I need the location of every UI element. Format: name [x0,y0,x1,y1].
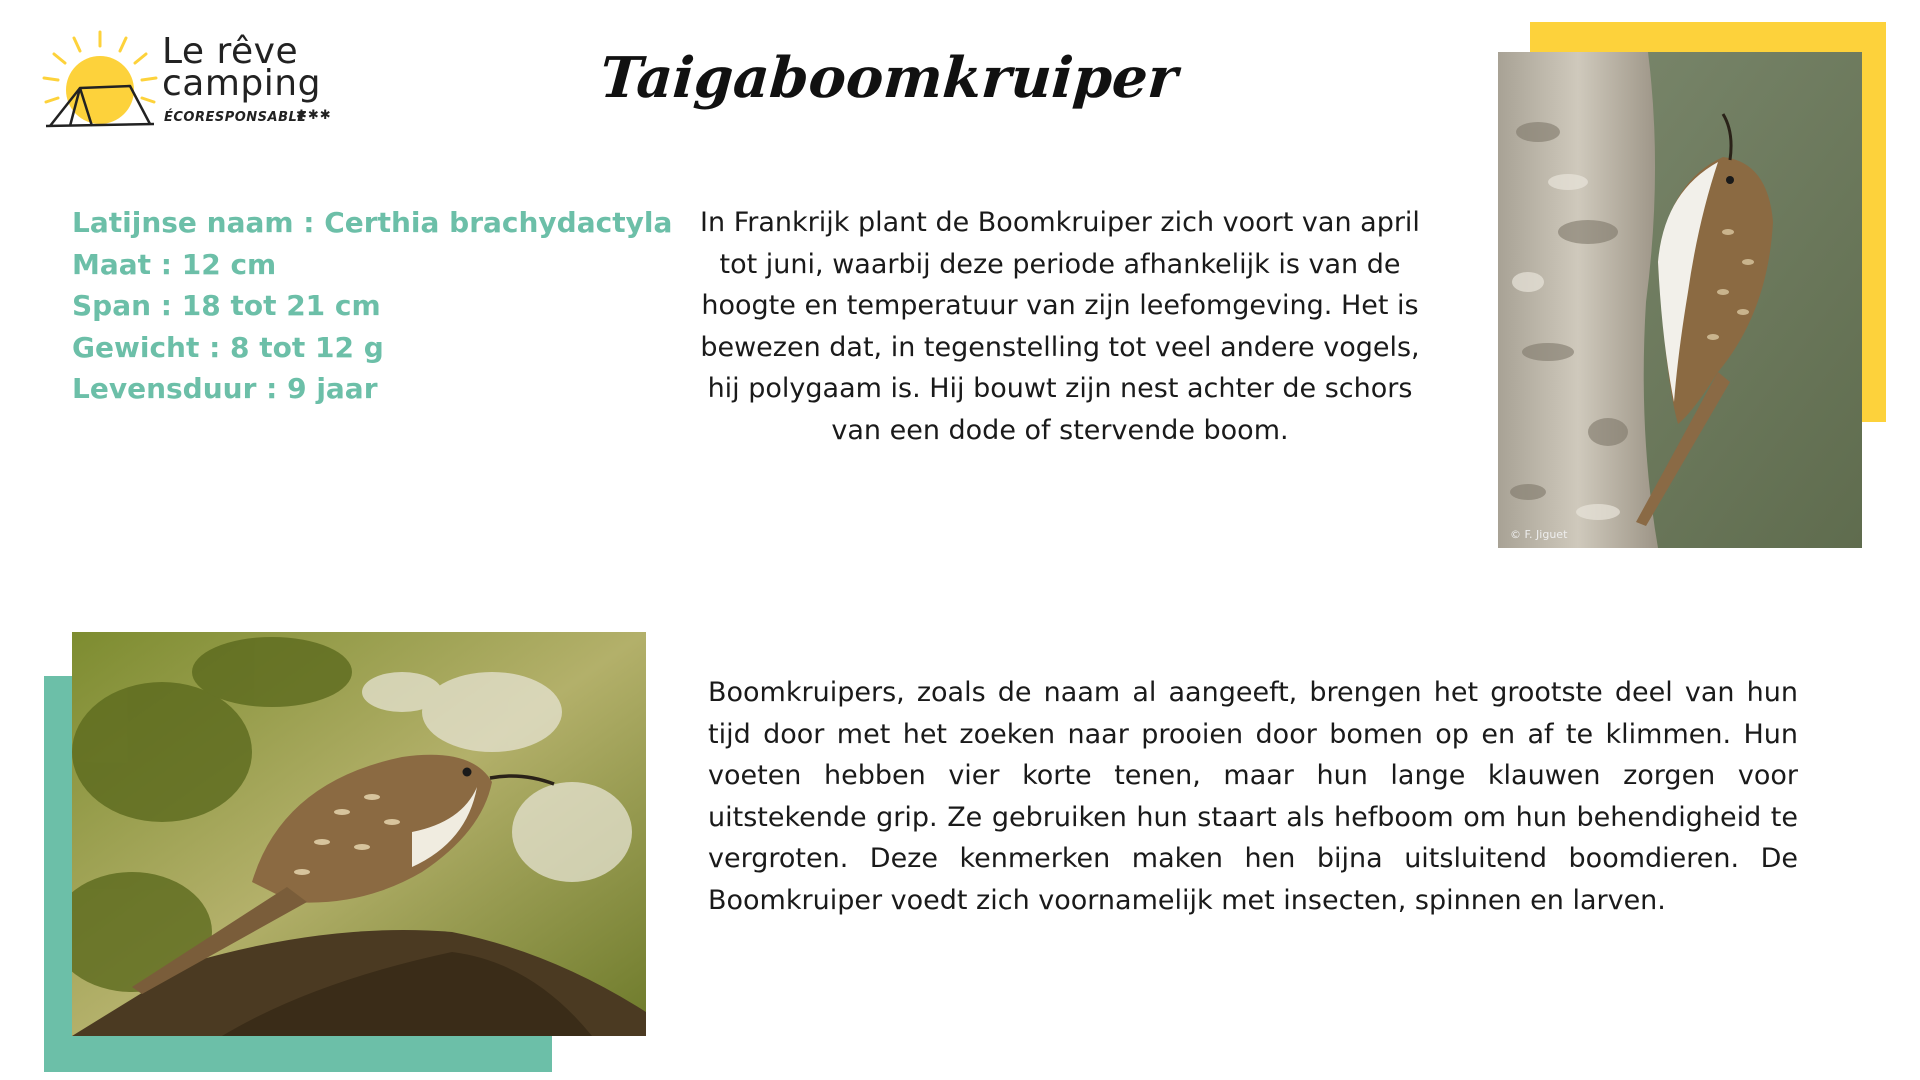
sun-tent-icon [40,28,160,138]
fact-weight: Gewicht : 8 tot 12 g [72,330,384,364]
bird-facts [72,202,692,410]
fact-size: Maat : 12 cm [72,247,277,281]
logo [40,28,360,138]
logo-title-line2: camping [162,63,321,104]
fact-lifespan: Levensduur : 9 jaar [72,372,378,405]
logo-title-line1: Le rêve [162,31,299,72]
fact-latin-name: Latijnse naam : Certhia brachydactyla [72,206,673,239]
photo-treecreeper-on-moss [72,632,646,1036]
page-title: Taigaboomkruiper [598,45,1180,111]
photo-credit: © F. Jiguet [1510,528,1568,541]
fact-wingspan: Span : 18 tot 21 cm [72,289,381,322]
photo-treecreeper-on-trunk [1498,52,1862,548]
logo-tagline: ÉCORESPONSABLE [164,110,307,125]
logo-stars: ✱✱✱ [296,108,332,123]
breeding-paragraph: In Frankrijk plant de Boomkruiper zich voort van april tot juni, waarbij deze periode afhankelijk is van de hoogte en temperatuur van zijn leefomgeving. Het is bewezen dat, in tegenstelling tot veel andere vogels, hij polygaam is. Hij bouwt zijn nest achter de schors van een dode of stervende boom. [700,207,1420,446]
behaviour-paragraph: Boomkruipers, zoals de naam al aangeeft, brengen het grootste deel van hun tijd door met het zoeken naar prooien door bomen op en af te klimmen. Hun voeten hebben vier korte tenen, maar hun lange klauwen zorgen voor uitstekende grip. Ze gebruiken hun staart als hefboom om hun behendigheid te vergroten. Deze kenmerken maken hen bijna uitsluitend boomdieren. De Boomkruiper voedt zich voornamelijk met insecten, spinnen en larven. [708,677,1798,916]
